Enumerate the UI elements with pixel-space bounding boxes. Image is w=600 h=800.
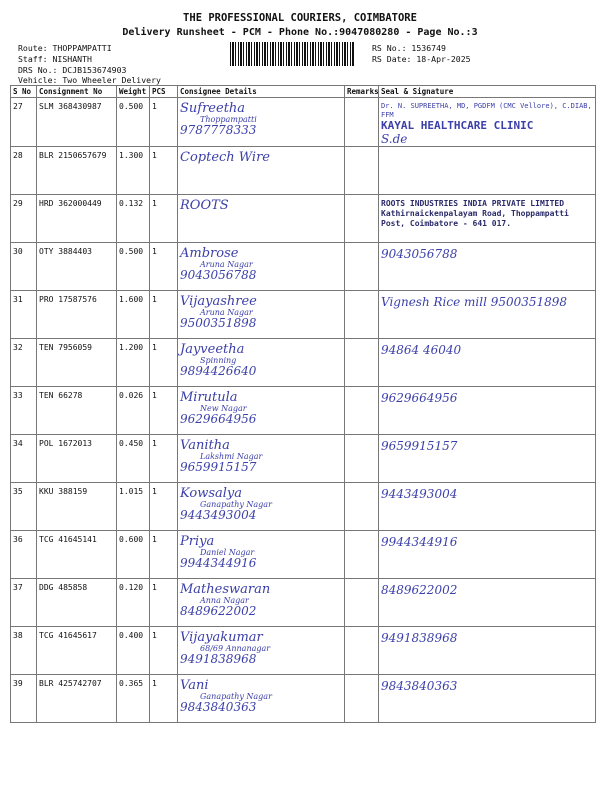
consignee-address: Aruna Nagar: [200, 308, 253, 317]
consignee-handwriting: [180, 391, 342, 425]
consignee-address: Daniel Nagar: [200, 548, 255, 557]
signature-text: 9944344916: [381, 535, 458, 549]
cell-sno: 28: [11, 147, 37, 195]
cell-seal: [379, 675, 596, 723]
receiver-signature: [381, 583, 593, 597]
document-title: THE PROFESSIONAL COURIERS, COIMBATORE: [183, 12, 417, 24]
cell-seal: [379, 147, 596, 195]
cell-pcs: 1: [150, 387, 178, 435]
consignee-name: Coptech Wire: [180, 150, 270, 165]
cell-sno: 37: [11, 579, 37, 627]
rs-number-label: RS No.: 1536749: [372, 43, 446, 53]
stamp-clinic-name: KAYAL HEALTHCARE CLINIC: [381, 119, 534, 132]
consignee-address: Spinning: [200, 356, 237, 365]
consignee-name: Vani: [180, 678, 209, 693]
consignee-name: Jayveetha: [180, 342, 245, 357]
cell-seal: [379, 483, 596, 531]
cell-sno: 35: [11, 483, 37, 531]
cell-pcs: 1: [150, 675, 178, 723]
cell-consignee: [178, 675, 345, 723]
consignee-name: Vanitha: [180, 438, 230, 453]
cell-consignment: SLM 368430987: [37, 98, 117, 147]
cell-pcs: 1: [150, 147, 178, 195]
document-subtitle: Delivery Runsheet - PCM - Phone No.:9047080280 - Page No.:3: [122, 27, 478, 38]
cell-weight: 0.132: [117, 195, 150, 243]
cell-seal: [379, 195, 596, 243]
cell-remarks: [345, 483, 379, 531]
cell-consignee: [178, 291, 345, 339]
cell-weight: 1.300: [117, 147, 150, 195]
cell-weight: 0.365: [117, 675, 150, 723]
cell-consignee: [178, 531, 345, 579]
cell-pcs: 1: [150, 291, 178, 339]
cell-remarks: [345, 531, 379, 579]
cell-weight: 1.015: [117, 483, 150, 531]
consignee-phone: 9787778333: [180, 123, 257, 137]
vehicle-label: Vehicle: Two Wheeler Delivery: [18, 75, 161, 85]
cell-remarks: [345, 243, 379, 291]
consignee-phone: 9659915157: [180, 460, 257, 474]
stamp-company-address: Kathirnaickenpalayam Road, Thoppampatti Post, Coimbatore - 641 017.: [381, 209, 569, 228]
table-row: [11, 147, 596, 195]
cell-consignment: TEN 66278: [37, 387, 117, 435]
cell-sno: 34: [11, 435, 37, 483]
cell-seal: [379, 435, 596, 483]
col-header-remarks: Remarks: [345, 86, 379, 98]
cell-remarks: [345, 291, 379, 339]
consignee-handwriting: [180, 102, 342, 136]
cell-remarks: [345, 675, 379, 723]
table-row: [11, 579, 596, 627]
cell-pcs: 1: [150, 98, 178, 147]
consignee-name: Mirutula: [180, 390, 238, 405]
cell-sno: 38: [11, 627, 37, 675]
cell-sno: 27: [11, 98, 37, 147]
consignee-handwriting: [180, 583, 342, 617]
cell-weight: 1.200: [117, 339, 150, 387]
cell-seal: [379, 98, 596, 147]
cell-weight: 0.500: [117, 98, 150, 147]
signature: S.de: [381, 132, 408, 146]
receiver-signature: [381, 439, 593, 453]
cell-consignee: [178, 147, 345, 195]
cell-remarks: [345, 387, 379, 435]
receiver-signature: [381, 631, 593, 645]
table-row: [11, 435, 596, 483]
cell-pcs: 1: [150, 531, 178, 579]
cell-weight: 0.600: [117, 531, 150, 579]
cell-consignee: [178, 435, 345, 483]
cell-consignment: DDG 485858: [37, 579, 117, 627]
consignee-name: Ambrose: [180, 246, 239, 261]
barcode-image: [230, 42, 355, 66]
consignee-handwriting: [180, 439, 342, 473]
cell-consignment: HRD 362000449: [37, 195, 117, 243]
cell-remarks: [345, 195, 379, 243]
consignee-address: Ganapathy Nagar: [200, 500, 272, 509]
consignee-address: New Nagar: [200, 404, 247, 413]
cell-consignee: [178, 98, 345, 147]
consignee-name: Sufreetha: [180, 101, 246, 116]
col-header-consignment: Consignment No: [37, 86, 117, 98]
receiver-signature: [381, 343, 593, 357]
table-row: [11, 387, 596, 435]
consignee-address: Thoppampatti: [200, 115, 257, 124]
table-row: [11, 531, 596, 579]
cell-remarks: [345, 147, 379, 195]
table-row: [11, 675, 596, 723]
rs-date-label: RS Date: 18-Apr-2025: [372, 54, 471, 64]
consignee-address: Lakshmi Nagar: [200, 452, 263, 461]
cell-pcs: 1: [150, 339, 178, 387]
table-row: [11, 339, 596, 387]
signature-text: 94864 46040: [381, 343, 462, 357]
consignee-phone: 9894426640: [180, 364, 257, 378]
consignee-handwriting: [180, 535, 342, 569]
signature-text: 9843840363: [381, 679, 458, 693]
consignee-phone: 9843840363: [180, 700, 257, 714]
signature-text: 9659915157: [381, 439, 458, 453]
staff-label: Staff: NISHANTH: [18, 54, 92, 64]
cell-seal: [379, 579, 596, 627]
receiver-signature: [381, 487, 593, 501]
consignee-address: 68/69 Annanagar: [200, 644, 271, 653]
cell-pcs: 1: [150, 243, 178, 291]
col-header-sno: S No: [11, 86, 37, 98]
cell-sno: 33: [11, 387, 37, 435]
drs-label: DRS No.: DCJB153674903: [18, 65, 127, 75]
table-header-row: [11, 86, 596, 98]
receiver-signature: [381, 247, 593, 261]
signature-text: Vignesh Rice mill 9500351898: [381, 295, 568, 309]
cell-weight: 0.500: [117, 243, 150, 291]
route-label: Route: THOPPAMPATTI: [18, 43, 112, 53]
consignee-name: ROOTS: [180, 198, 229, 213]
cell-seal: [379, 291, 596, 339]
col-header-pcs: PCS: [150, 86, 178, 98]
cell-consignee: [178, 483, 345, 531]
consignee-handwriting: [180, 151, 342, 164]
col-header-seal: Seal & Signature: [379, 86, 596, 98]
col-header-consignee: Consignee Details: [178, 86, 345, 98]
cell-consignee: [178, 387, 345, 435]
cell-consignment: TEN 7956059: [37, 339, 117, 387]
consignee-name: Priya: [180, 534, 215, 549]
clinic-stamp: [381, 102, 593, 146]
cell-pcs: 1: [150, 483, 178, 531]
signature-text: 8489622002: [381, 583, 458, 597]
consignee-phone: 9043056788: [180, 268, 257, 282]
cell-sno: 36: [11, 531, 37, 579]
table-row: [11, 98, 596, 147]
cell-sno: 32: [11, 339, 37, 387]
receiver-signature: [381, 295, 593, 309]
cell-consignment: PRO 17587576: [37, 291, 117, 339]
cell-consignment: POL 1672013: [37, 435, 117, 483]
consignee-handwriting: [180, 295, 342, 329]
signature-text: 9043056788: [381, 247, 458, 261]
receiver-signature: [381, 535, 593, 549]
receiver-signature: [381, 679, 593, 693]
cell-remarks: [345, 435, 379, 483]
consignee-handwriting: [180, 199, 342, 212]
cell-sno: 39: [11, 675, 37, 723]
stamp-doctor-line: Dr. N. SUPREETHA, MD, PGDFM (CMC Vellore), C.DIAB, FFM: [381, 102, 592, 119]
consignee-name: Kowsalya: [180, 486, 242, 501]
cell-sno: 30: [11, 243, 37, 291]
cell-consignee: [178, 195, 345, 243]
cell-weight: 0.400: [117, 627, 150, 675]
consignee-name: Vijayashree: [180, 294, 257, 309]
cell-consignment: TCG 41645617: [37, 627, 117, 675]
consignee-phone: 9500351898: [180, 316, 257, 330]
consignee-handwriting: [180, 247, 342, 281]
cell-remarks: [345, 98, 379, 147]
table-row: [11, 195, 596, 243]
consignee-name: Vijayakumar: [180, 630, 263, 645]
cell-weight: 0.120: [117, 579, 150, 627]
cell-consignment: BLR 425742707: [37, 675, 117, 723]
cell-consignment: BLR 2150657679: [37, 147, 117, 195]
cell-seal: [379, 531, 596, 579]
consignee-phone: 9944344916: [180, 556, 257, 570]
table-row: [11, 483, 596, 531]
consignee-handwriting: [180, 679, 342, 713]
cell-remarks: [345, 339, 379, 387]
consignee-address: Aruna Nagar: [200, 260, 253, 269]
consignee-phone: 9491838968: [180, 652, 257, 666]
cell-pcs: 1: [150, 579, 178, 627]
table-row: [11, 627, 596, 675]
cell-seal: [379, 339, 596, 387]
consignee-phone: 9629664956: [180, 412, 257, 426]
consignee-phone: 8489622002: [180, 604, 257, 618]
consignee-handwriting: [180, 631, 342, 665]
runsheet-table: [10, 85, 596, 723]
cell-seal: [379, 243, 596, 291]
cell-pcs: 1: [150, 435, 178, 483]
cell-consignment: TCG 41645141: [37, 531, 117, 579]
cell-weight: 1.600: [117, 291, 150, 339]
cell-sno: 31: [11, 291, 37, 339]
cell-sno: 29: [11, 195, 37, 243]
cell-remarks: [345, 627, 379, 675]
company-stamp: [381, 199, 593, 229]
cell-weight: 0.026: [117, 387, 150, 435]
consignee-handwriting: [180, 487, 342, 521]
table-row: [11, 243, 596, 291]
consignee-name: Matheswaran: [180, 582, 271, 597]
table-row: [11, 291, 596, 339]
cell-consignee: [178, 243, 345, 291]
cell-consignment: KKU 388159: [37, 483, 117, 531]
cell-consignee: [178, 579, 345, 627]
stamp-company-name: ROOTS INDUSTRIES INDIA PRIVATE LIMITED: [381, 199, 565, 208]
cell-consignee: [178, 339, 345, 387]
consignee-address: Ganapathy Nagar: [200, 692, 272, 701]
col-header-weight: Weight: [117, 86, 150, 98]
signature-text: 9629664956: [381, 391, 458, 405]
signature-text: 9491838968: [381, 631, 458, 645]
cell-consignee: [178, 627, 345, 675]
cell-remarks: [345, 579, 379, 627]
consignee-handwriting: [180, 343, 342, 377]
cell-pcs: 1: [150, 195, 178, 243]
cell-pcs: 1: [150, 627, 178, 675]
cell-consignment: OTY 3884403: [37, 243, 117, 291]
consignee-phone: 9443493004: [180, 508, 257, 522]
receiver-signature: [381, 391, 593, 405]
consignee-address: Anna Nagar: [200, 596, 249, 605]
signature-text: 9443493004: [381, 487, 458, 501]
cell-seal: [379, 387, 596, 435]
cell-weight: 0.450: [117, 435, 150, 483]
cell-seal: [379, 627, 596, 675]
